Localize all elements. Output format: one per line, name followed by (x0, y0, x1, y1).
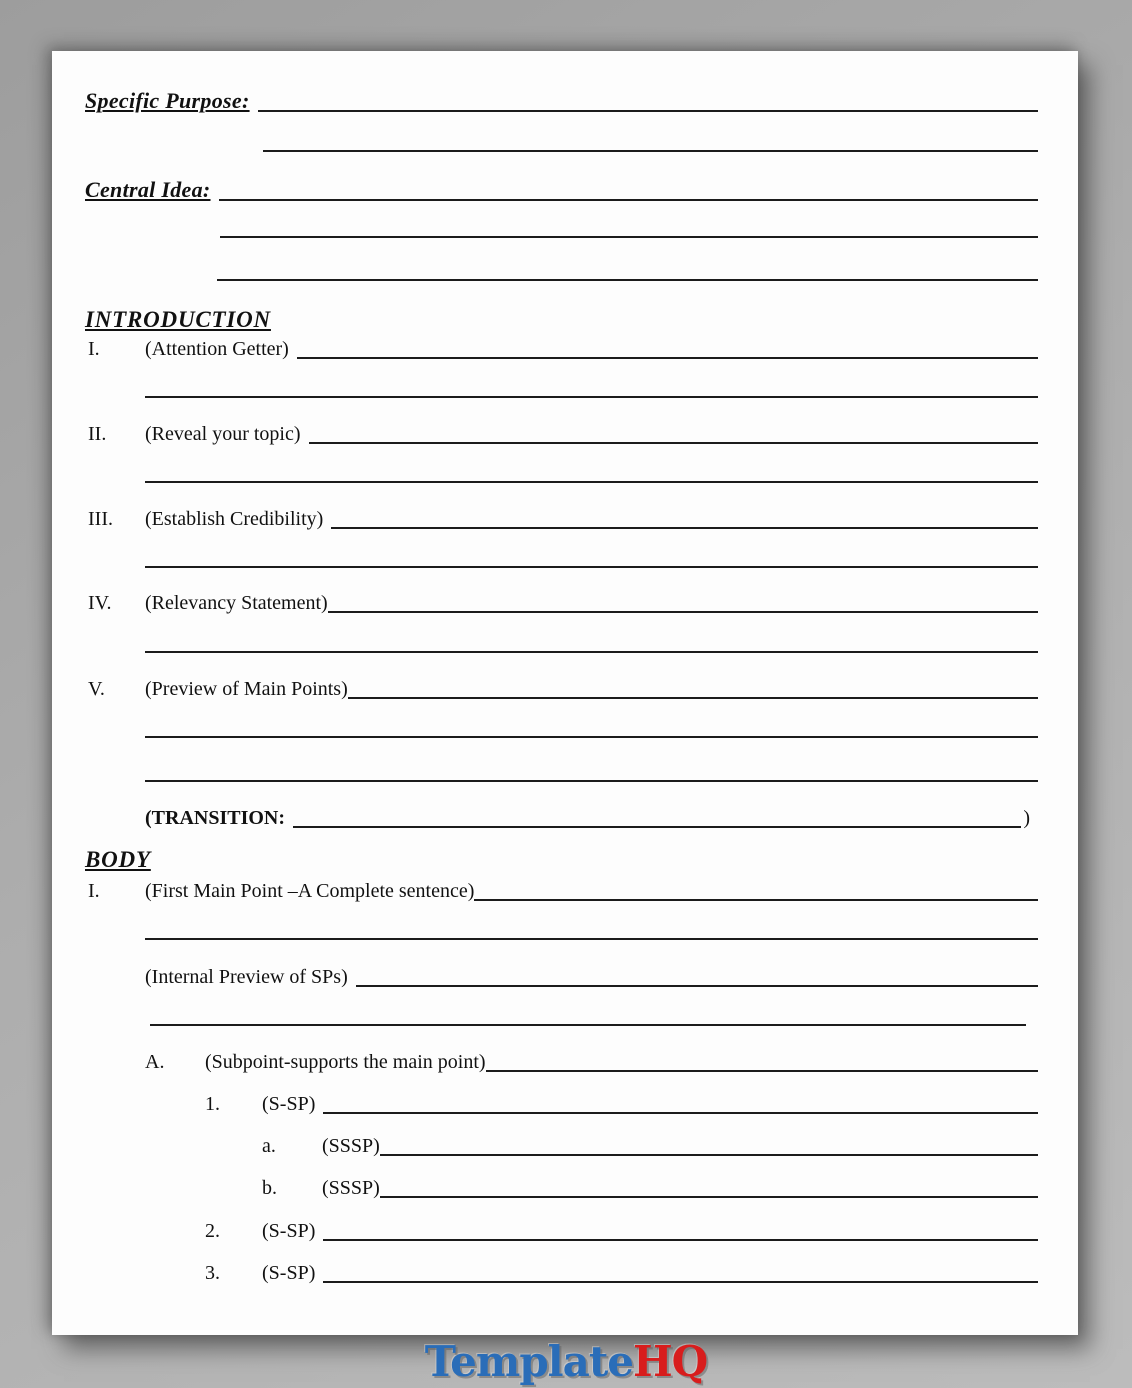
subpoint-row (145, 1048, 1038, 1074)
intro-point-row (88, 675, 1038, 701)
first-main-point-numeral: I. (88, 880, 100, 902)
intro-point-row (88, 420, 1038, 446)
intro-point-label: (Reveal your topic) (145, 423, 301, 445)
first-main-point-label: (First Main Point –A Complete sentence) (145, 880, 475, 902)
continuation-row (145, 629, 1038, 655)
ssp-label: (S-SP) (262, 1093, 316, 1115)
introduction-heading: INTRODUCTION (85, 307, 271, 332)
intro-point-label: (Establish Credibility) (145, 508, 324, 530)
preview-main-points-blank-line-2[interactable] (145, 736, 1038, 738)
transition-label: (TRANSITION: (145, 807, 286, 829)
ssp-number: 1. (205, 1093, 220, 1115)
intro-point-numeral: V. (88, 678, 105, 700)
continuation-row (145, 544, 1038, 570)
subpoint-label: (Subpoint-supports the main point) (205, 1051, 486, 1073)
ssp-row (205, 1217, 1038, 1243)
sssp-label: (SSSP) (322, 1177, 380, 1199)
sssp-row (262, 1132, 1038, 1158)
preview-main-points-blank-line[interactable] (348, 697, 1038, 699)
watermark (0, 1334, 1132, 1388)
continuation-row (150, 1002, 1026, 1028)
continuation-row (145, 374, 1038, 400)
continuation-row (145, 459, 1038, 485)
establish-credibility-blank-line-2[interactable] (145, 566, 1038, 568)
attention-getter-blank-line-2[interactable] (145, 396, 1038, 398)
intro-point-row (88, 589, 1038, 615)
sssp-b-blank-line[interactable] (380, 1196, 1038, 1198)
intro-point-row (88, 505, 1038, 531)
preview-main-points-blank-line-3[interactable] (145, 780, 1038, 782)
document-page (52, 51, 1078, 1335)
ssp-number: 2. (205, 1220, 220, 1242)
intro-point-label: (Relevancy Statement) (145, 592, 328, 614)
central-idea-continuation-row (220, 214, 1038, 240)
intro-point-row (88, 335, 1038, 361)
specific-purpose-blank-line-2[interactable] (263, 150, 1038, 152)
internal-preview-blank-line[interactable] (356, 985, 1038, 987)
intro-point-label: (Attention Getter) (145, 338, 289, 360)
watermark-secondary: HQ (632, 1336, 708, 1386)
ssp-row (205, 1090, 1038, 1116)
first-main-point-row (88, 877, 1038, 903)
attention-getter-blank-line[interactable] (297, 357, 1038, 359)
subpoint-blank-line[interactable] (486, 1070, 1038, 1072)
ssp-row (205, 1259, 1038, 1285)
reveal-topic-blank-line-2[interactable] (145, 481, 1038, 483)
central-idea-blank-line-2[interactable] (220, 236, 1038, 238)
internal-preview-blank-line-2[interactable] (150, 1024, 1026, 1026)
establish-credibility-blank-line[interactable] (331, 527, 1038, 529)
intro-point-numeral: III. (88, 508, 113, 530)
subpoint-letter: A. (145, 1051, 165, 1073)
ssp-3-blank-line[interactable] (323, 1281, 1038, 1283)
central-idea-row (85, 175, 1038, 203)
relevancy-statement-blank-line-2[interactable] (145, 651, 1038, 653)
body-heading: BODY (85, 847, 151, 872)
continuation-row (145, 916, 1038, 942)
first-main-point-blank-line[interactable] (474, 899, 1038, 901)
intro-point-label: (Preview of Main Points) (145, 678, 348, 700)
transition-blank-line[interactable] (293, 826, 1021, 828)
sssp-letter: b. (262, 1177, 277, 1199)
internal-preview-row (145, 963, 1038, 989)
sssp-letter: a. (262, 1135, 276, 1157)
intro-point-numeral: II. (88, 423, 107, 445)
transition-close-paren: ) (1023, 807, 1030, 829)
watermark-primary: Template (424, 1336, 633, 1386)
specific-purpose-continuation-row (263, 128, 1038, 154)
transition-row (145, 804, 1030, 830)
ssp-number: 3. (205, 1262, 220, 1284)
sssp-row (262, 1174, 1038, 1200)
specific-purpose-blank-line[interactable] (258, 110, 1038, 112)
continuation-row (145, 714, 1038, 740)
specific-purpose-row (85, 86, 1038, 114)
central-idea-continuation-row (217, 257, 1038, 283)
sssp-a-blank-line[interactable] (380, 1154, 1038, 1156)
ssp-1-blank-line[interactable] (323, 1112, 1038, 1114)
ssp-label: (S-SP) (262, 1220, 316, 1242)
sssp-label: (SSSP) (322, 1135, 380, 1157)
central-idea-blank-line-3[interactable] (217, 279, 1038, 281)
internal-preview-label: (Internal Preview of SPs) (145, 966, 348, 988)
specific-purpose-label: Specific Purpose: (85, 88, 250, 113)
ssp-label: (S-SP) (262, 1262, 316, 1284)
central-idea-label: Central Idea: (85, 177, 211, 202)
central-idea-blank-line[interactable] (219, 199, 1038, 201)
first-main-point-blank-line-2[interactable] (145, 938, 1038, 940)
relevancy-statement-blank-line[interactable] (328, 611, 1038, 613)
reveal-topic-blank-line[interactable] (309, 442, 1039, 444)
intro-point-numeral: I. (88, 338, 100, 360)
ssp-2-blank-line[interactable] (323, 1239, 1038, 1241)
intro-point-numeral: IV. (88, 592, 112, 614)
continuation-row (145, 758, 1038, 784)
